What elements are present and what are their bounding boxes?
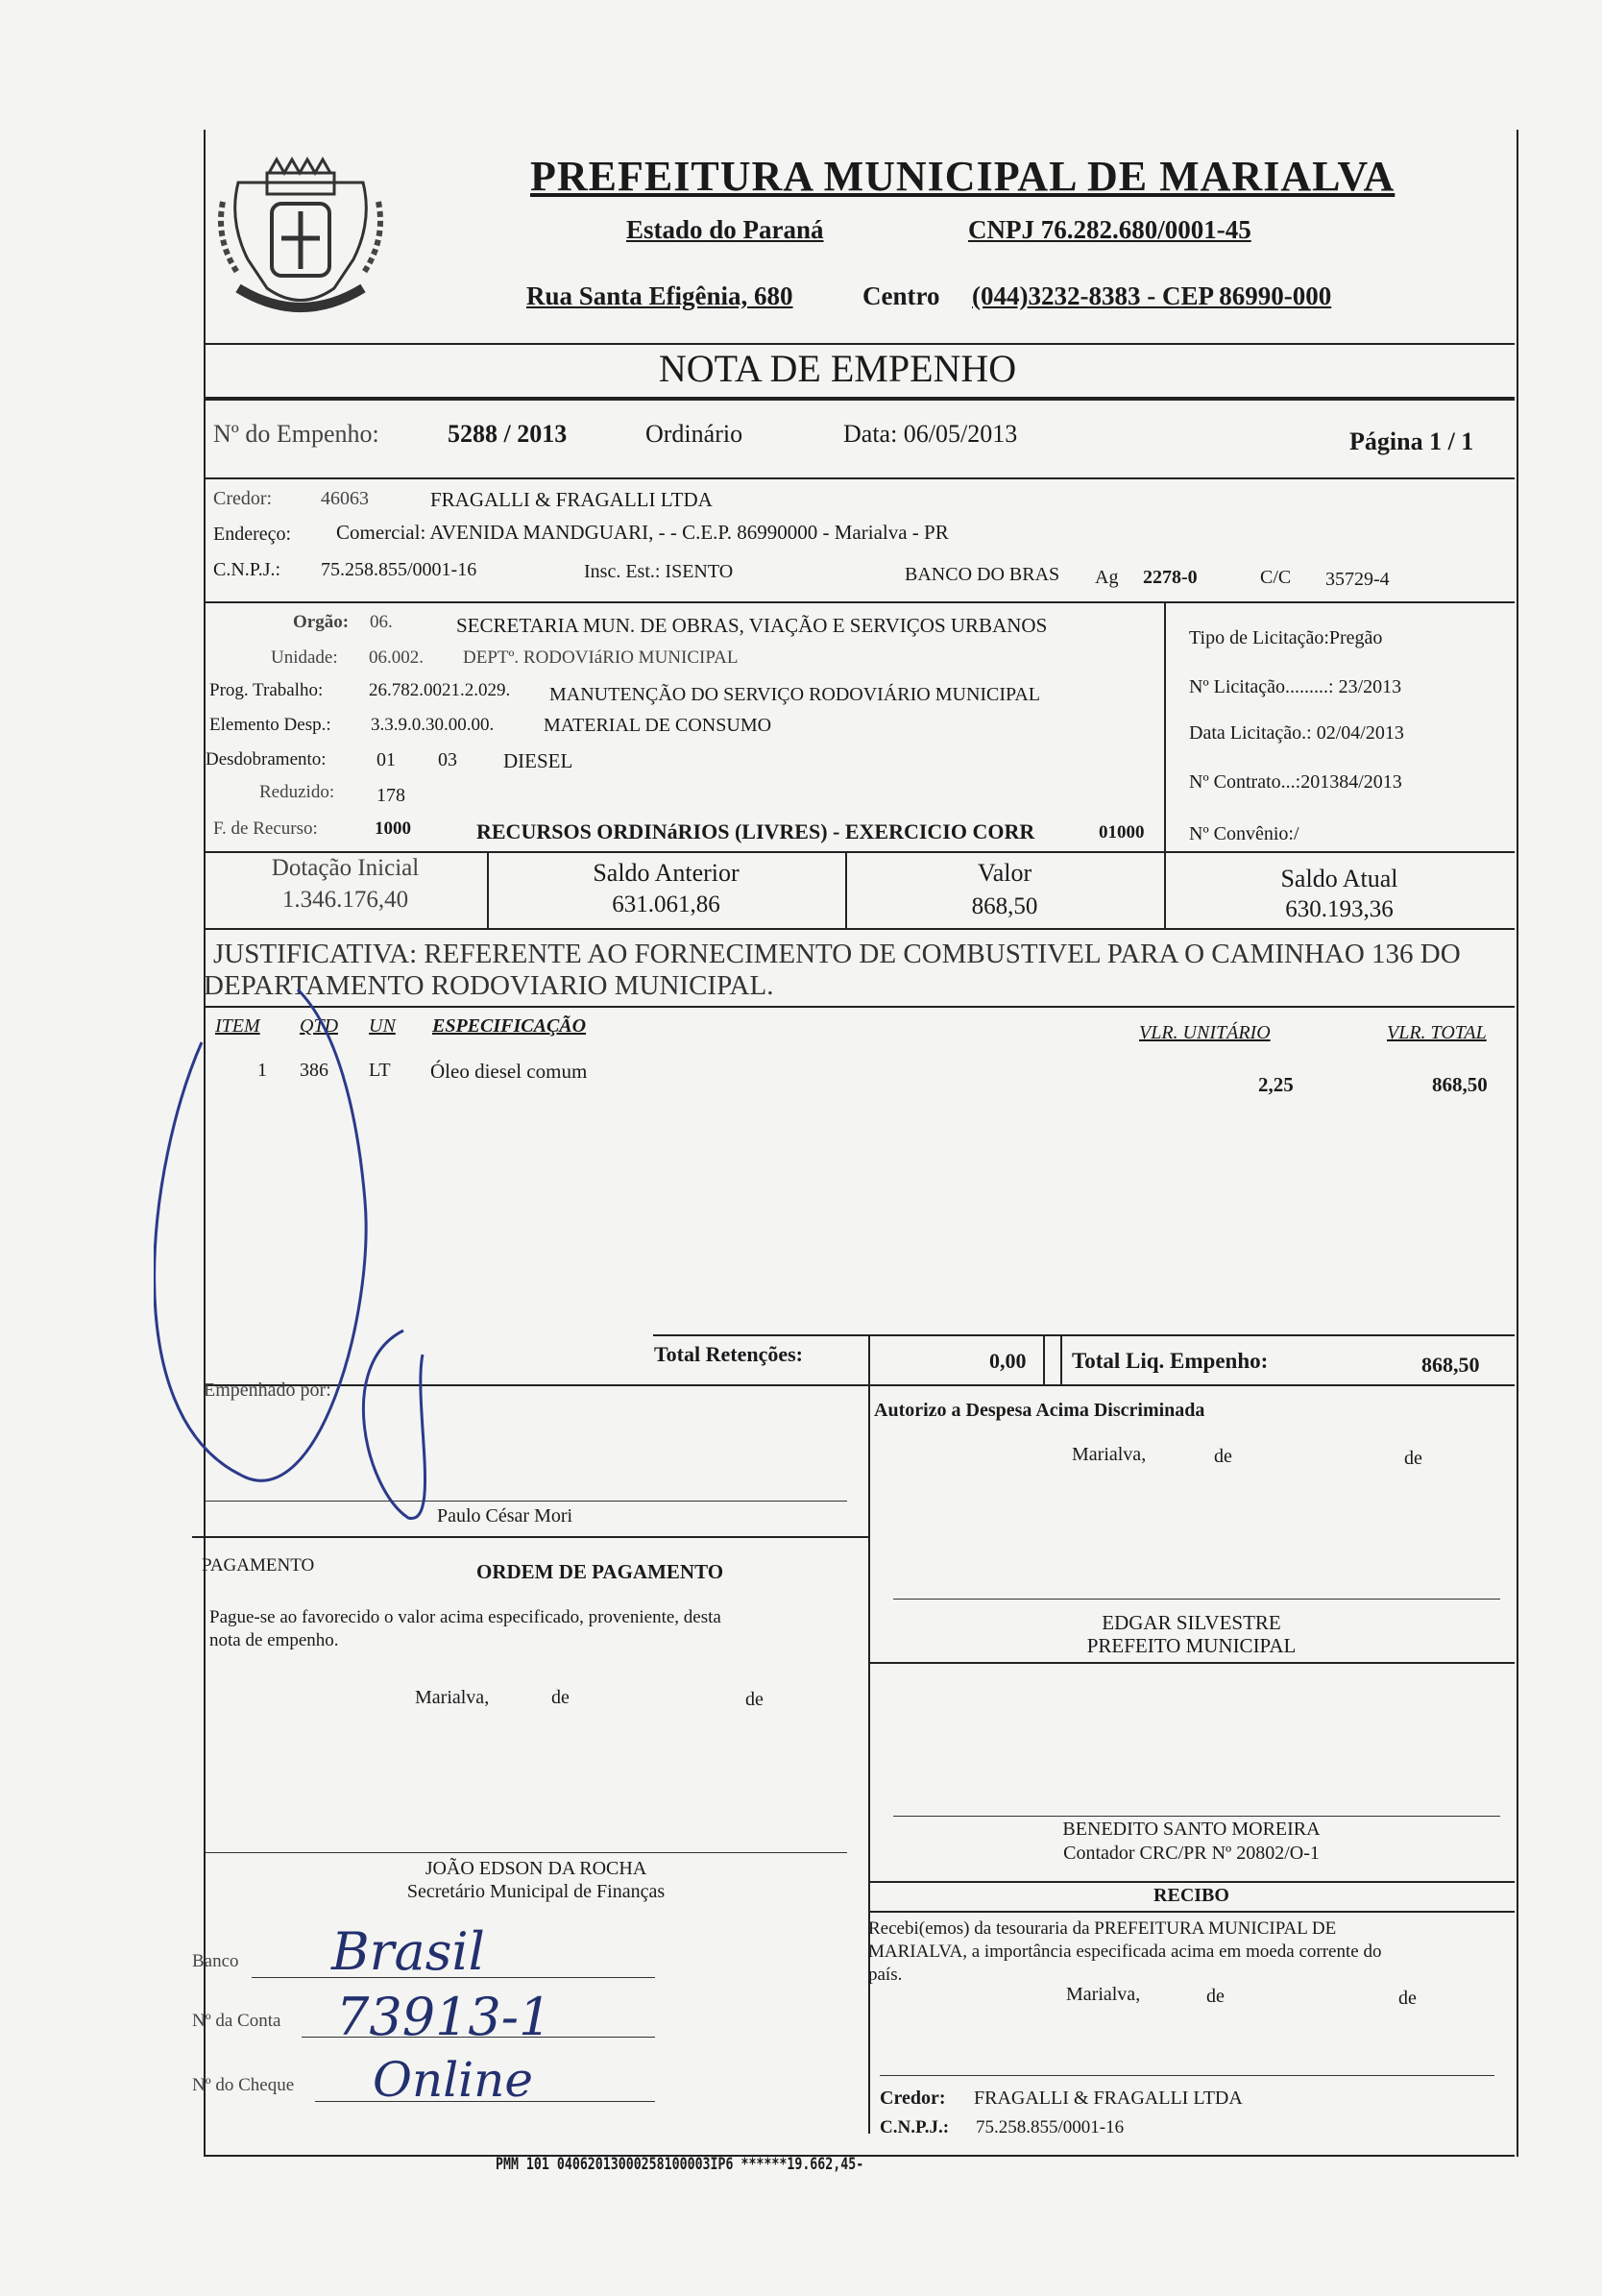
pen-scribble-icon bbox=[154, 951, 576, 1537]
empenho-date: Data: 06/05/2013 bbox=[843, 420, 1018, 448]
recibo-de-1: de bbox=[1206, 1986, 1225, 2007]
insc-est: Insc. Est.: ISENTO bbox=[584, 561, 734, 582]
item-un: LT bbox=[369, 1060, 391, 1081]
conta-handwritten: 73913-1 bbox=[336, 1987, 552, 2047]
item-unit-price: 2,25 bbox=[1258, 1073, 1294, 1096]
agency-label: Ag bbox=[1095, 567, 1119, 588]
credor-address: Comercial: AVENIDA MANDGUARI, - - C.E.P. 86990000 - Marialva - PR bbox=[336, 521, 949, 544]
recibo-title: RECIBO bbox=[1153, 1885, 1229, 1906]
page-number: Página 1 / 1 bbox=[1349, 427, 1474, 455]
pagamento-label: PAGAMENTO bbox=[202, 1555, 315, 1575]
mayor-title: PREFEITO MUNICIPAL bbox=[1086, 1634, 1297, 1657]
agency: 2278-0 bbox=[1143, 567, 1198, 588]
recibo-de-2: de bbox=[1398, 1988, 1417, 2009]
recibo-text-2: MARIALVA, a importância especificada acima em moeda corrente do bbox=[868, 1942, 1382, 1962]
recurso-code: 01000 bbox=[1099, 822, 1145, 843]
recurso: 1000 bbox=[375, 818, 411, 839]
municipality-cnpj: CNPJ 76.282.680/0001-45 bbox=[968, 215, 1251, 244]
district: Centro bbox=[862, 281, 940, 310]
retencoes: 0,00 bbox=[989, 1349, 1027, 1373]
pague-place: Marialva, bbox=[415, 1687, 490, 1708]
desdobramento-2: 03 bbox=[438, 749, 457, 770]
footer-code: PMM 101 04062013000258100003IP6 ******19.662,45- bbox=[496, 2155, 864, 2174]
divider bbox=[868, 1384, 870, 2134]
dotacao-label: Dotação Inicial bbox=[271, 855, 420, 881]
divider bbox=[204, 851, 1515, 853]
numero-convenio: Nº Convênio:/ bbox=[1189, 823, 1299, 844]
accountant-title: Contador CRC/PR Nº 20802/O-1 bbox=[1063, 1843, 1320, 1864]
total-liquido-label: Total Liq. Empenho: bbox=[1072, 1349, 1269, 1373]
empenho-number-label: Nº do Empenho: bbox=[213, 420, 379, 448]
total-liquido: 868,50 bbox=[1421, 1353, 1480, 1377]
elemento-desc: MATERIAL DE CONSUMO bbox=[544, 715, 772, 736]
autorizo-de-1: de bbox=[1214, 1446, 1232, 1467]
prog-desc: MANUTENÇÃO DO SERVIÇO RODOVIÁRIO MUNICIPAL bbox=[549, 684, 1041, 705]
item-number: 1 bbox=[257, 1060, 267, 1081]
address-label: Endereço: bbox=[213, 524, 292, 545]
divider bbox=[204, 397, 1515, 401]
reduzido: 178 bbox=[376, 785, 405, 806]
orgao-desc: SECRETARIA MUN. DE OBRAS, VIAÇÃO E SERVIÇOS URBANOS bbox=[456, 614, 1048, 637]
valor-label: Valor bbox=[977, 859, 1032, 887]
account: 35729-4 bbox=[1325, 569, 1390, 590]
item-spec: Óleo diesel comum bbox=[430, 1060, 588, 1083]
state-name: Estado do Paraná bbox=[626, 215, 824, 244]
prog-trabalho: 26.782.0021.2.029. bbox=[369, 680, 511, 700]
secretary-title: Secretário Municipal de Finanças bbox=[406, 1881, 666, 1902]
autorizo-de-2: de bbox=[1404, 1448, 1422, 1469]
signature-line bbox=[893, 1599, 1500, 1600]
pague-de-2: de bbox=[745, 1689, 764, 1710]
phone-cep: (044)3232-8383 - CEP 86990-000 bbox=[972, 281, 1332, 310]
divider bbox=[868, 1334, 870, 1384]
street-address: Rua Santa Efigênia, 680 bbox=[526, 281, 793, 310]
recibo-cnpj-label: C.N.P.J.: bbox=[880, 2117, 950, 2137]
account-label: C/C bbox=[1260, 567, 1292, 588]
signature-line bbox=[893, 1816, 1500, 1817]
data-licitacao: Data Licitação.: 02/04/2013 bbox=[1189, 722, 1404, 744]
unidade-desc: DEPTº. RODOVIáRIO MUNICIPAL bbox=[463, 647, 739, 668]
retencoes-label: Total Retenções: bbox=[654, 1342, 803, 1366]
recibo-text-3: país. bbox=[868, 1965, 903, 1985]
col-especificacao: ESPECIFICAÇÃO bbox=[432, 1015, 587, 1037]
empenhado-por-label: Empenhado por: bbox=[204, 1380, 331, 1401]
reduzido-label: Reduzido: bbox=[259, 782, 335, 802]
divider bbox=[868, 1881, 1515, 1883]
saldo-atual-label: Saldo Atual bbox=[1280, 865, 1398, 892]
signature-line bbox=[880, 2075, 1494, 2076]
recurso-label: F. de Recurso: bbox=[213, 818, 318, 839]
orgao-label: Orgão: bbox=[293, 612, 350, 632]
divider bbox=[653, 1334, 1515, 1336]
credor-code: 46063 bbox=[321, 488, 369, 509]
recibo-credor-label: Credor: bbox=[880, 2088, 946, 2109]
divider bbox=[204, 343, 1515, 345]
municipal-crest-icon bbox=[209, 144, 392, 317]
recibo-cnpj: 75.258.855/0001-16 bbox=[976, 2117, 1125, 2137]
autorizo-text: Autorizo a Despesa Acima Discriminada bbox=[874, 1400, 1205, 1421]
divider bbox=[1060, 1334, 1062, 1384]
tipo-licitacao: Tipo de Licitação:Pregão bbox=[1189, 627, 1383, 648]
col-item: ITEM bbox=[215, 1015, 260, 1037]
cheque-label: Nº do Cheque bbox=[192, 2075, 295, 2095]
bank-name: BANCO DO BRAS bbox=[905, 564, 1060, 585]
empenho-number: 5288 / 2013 bbox=[448, 420, 568, 448]
valor: 868,50 bbox=[971, 893, 1038, 919]
col-un: UN bbox=[369, 1015, 396, 1037]
recibo-credor: FRAGALLI & FRAGALLI LTDA bbox=[974, 2088, 1243, 2109]
elemento: 3.3.9.0.30.00.00. bbox=[371, 715, 495, 735]
pague-text-2: nota de empenho. bbox=[209, 1630, 339, 1650]
recibo-text-1: Recebi(emos) da tesouraria da PREFEITURA MUNICIPAL DE bbox=[868, 1918, 1337, 1939]
autorizo-place: Marialva, bbox=[1072, 1444, 1147, 1465]
divider bbox=[204, 477, 1515, 479]
divider bbox=[204, 928, 1515, 930]
ordem-pagamento-label: ORDEM DE PAGAMENTO bbox=[476, 1560, 724, 1583]
divider bbox=[1043, 1334, 1045, 1384]
pague-de-1: de bbox=[551, 1687, 570, 1708]
col-vlr-unitario: VLR. UNITÁRIO bbox=[1139, 1022, 1271, 1043]
credor-label: Credor: bbox=[213, 488, 273, 509]
credor-cnpj-label: C.N.P.J.: bbox=[213, 559, 281, 580]
pague-text-1: Pague-se ao favorecido o valor acima especificado, proveniente, desta bbox=[209, 1607, 721, 1627]
desdobramento-1: 01 bbox=[376, 749, 396, 770]
banco-handwritten: Brasil bbox=[331, 1921, 485, 1982]
divider bbox=[868, 1662, 1515, 1664]
prog-trabalho-label: Prog. Trabalho: bbox=[209, 680, 324, 700]
divider bbox=[868, 1911, 1515, 1913]
cheque-handwritten: Online bbox=[373, 2052, 533, 2108]
unidade-label: Unidade: bbox=[271, 647, 338, 668]
saldo-atual: 630.193,36 bbox=[1285, 896, 1394, 922]
accountant-name: BENEDITO SANTO MOREIRA bbox=[1062, 1819, 1321, 1840]
banco-label: Banco bbox=[192, 1951, 239, 1971]
saldo-anterior: 631.061,86 bbox=[612, 892, 720, 917]
unidade: 06.002. bbox=[369, 647, 424, 668]
credor-cnpj: 75.258.855/0001-16 bbox=[321, 559, 477, 580]
desdobramento-desc: DIESEL bbox=[503, 749, 573, 772]
municipality-title: PREFEITURA MUNICIPAL DE MARIALVA bbox=[530, 153, 1396, 200]
col-vlr-total: VLR. TOTAL bbox=[1387, 1022, 1487, 1043]
conta-label: Nº da Conta bbox=[192, 2011, 281, 2031]
empenho-type: Ordinário bbox=[645, 420, 743, 448]
recibo-place: Marialva, bbox=[1066, 1984, 1141, 2005]
orgao: 06. bbox=[370, 612, 393, 632]
divider bbox=[204, 601, 1515, 603]
recurso-desc: RECURSOS ORDINáRIOS (LIVRES) - EXERCICIO CORR bbox=[476, 819, 1035, 843]
dotacao-inicial: 1.346.176,40 bbox=[281, 887, 409, 913]
item-qtd: 386 bbox=[300, 1060, 328, 1081]
secretary-name: JOÃO EDSON DA ROCHA bbox=[425, 1858, 647, 1879]
document-title: NOTA DE EMPENHO bbox=[658, 347, 1017, 390]
saldo-anterior-label: Saldo Anterior bbox=[593, 859, 740, 887]
numero-contrato: Nº Contrato...:201384/2013 bbox=[1189, 771, 1402, 793]
justification-line-1: JUSTIFICATIVA: REFERENTE AO FORNECIMENTO DE COMBUSTIVEL PARA O CAMINHAO 136 DO bbox=[213, 939, 1461, 969]
signature-line bbox=[206, 1852, 847, 1853]
credor-name: FRAGALLI & FRAGALLI LTDA bbox=[430, 488, 713, 511]
empenhado-signer: Paulo César Mori bbox=[437, 1505, 573, 1527]
mayor-name: EDGAR SILVESTRE bbox=[1102, 1611, 1281, 1634]
desdobramento-label: Desdobramento: bbox=[206, 749, 327, 769]
item-total: 868,50 bbox=[1432, 1073, 1488, 1096]
numero-licitacao: Nº Licitação.........: 23/2013 bbox=[1189, 676, 1402, 697]
col-qtd: QTD bbox=[300, 1015, 339, 1037]
justification-line-2: DEPARTAMENTO RODOVIARIO MUNICIPAL. bbox=[204, 970, 774, 1001]
elemento-label: Elemento Desp.: bbox=[209, 715, 331, 735]
divider bbox=[1164, 603, 1166, 851]
